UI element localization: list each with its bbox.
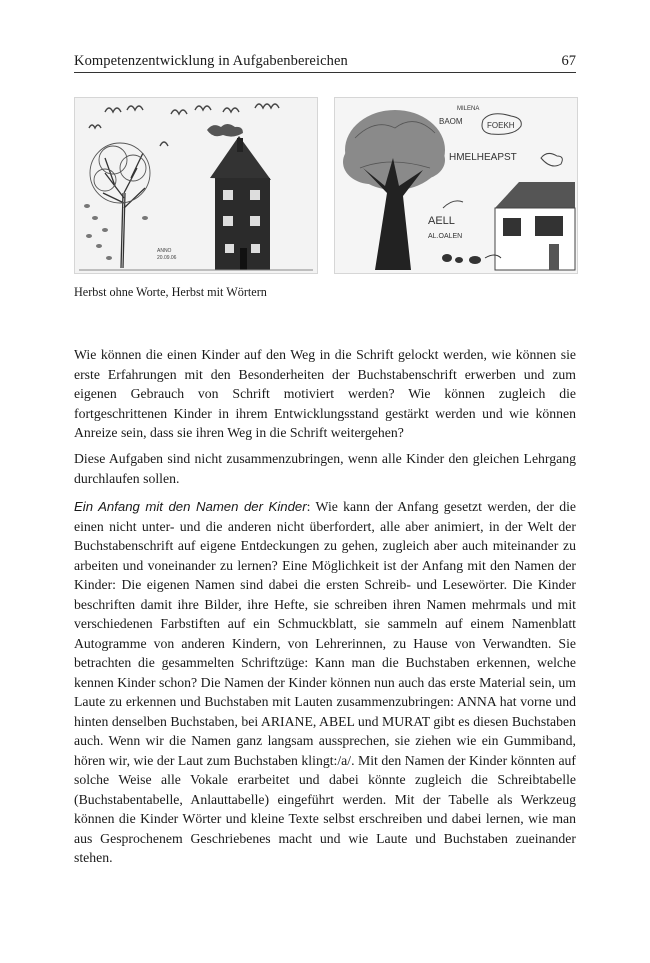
drawing-word-foekh: FOEKH — [487, 121, 515, 130]
drawing-date-label: 20.09.06 — [157, 255, 177, 261]
paragraph-3-lead: Ein Anfang mit den Namen der Kinder — [74, 499, 307, 514]
drawing-autumn-without-words — [74, 97, 318, 274]
drawing-word-baum: BAOM — [439, 117, 463, 126]
drawing-name-label: ANNO — [157, 248, 172, 254]
drawing-word-aloalen: AL.OALEN — [428, 233, 463, 240]
paragraph-3 — [74, 497, 576, 868]
drawing-word-himmel: HMELHEAPST — [449, 152, 517, 163]
paragraph-1: Wie können die einen Kinder auf den Weg in die Schrift gelockt werden, wie können sie erste Erfahrungen mit den Besonderheiten der Buchstabenschrift erwerben und zum eigenen Gebrauch von Schrift motiviert werden? Wie können zugleich die fortgeschrittenen Kinder in ihrem Entwicklungsstand gestärkt werden und wie können Anreize sein, dass sie ihren Weg in die Schrift weitergehen? — [74, 347, 576, 440]
drawing-word-name: MILENA — [457, 106, 480, 112]
drawing-without-words-sketch — [75, 98, 317, 273]
header-title: Kompetenzentwicklung in Aufgabenbereichen — [74, 53, 348, 69]
running-header — [74, 50, 576, 73]
drawing-autumn-with-words — [334, 97, 578, 274]
drawing-with-words-sketch — [335, 98, 577, 273]
paragraph-2: Diese Aufgaben sind nicht zusammenzubringen, wenn alle Kinder den gleichen Lehrgang durchlaufen sollen. — [74, 451, 576, 486]
figure-caption: Herbst ohne Worte, Herbst mit Wörtern — [74, 285, 267, 299]
drawing-word-aell: AELL — [428, 215, 455, 227]
paragraph-3-text: : Wie kann der Anfang gesetzt werden, der die einen nicht unter- und die anderen nicht überfordert, alle aber animiert, in der Welt der Buchstabenschrift auf eigene Entdeckungen zu gehen, zugleich aber auch miteinander zu arbeiten und voneinander zu lernen? Eine Möglichkeit ist der Anfang mit den Namen der Kinder: Die eigenen Namen sind dabei die ersten Schreib- und Lesewörter. Die Kinder beschriften damit ihre Bilder, ihre Hefte, sie schreiben ihren Namen mehrmals und mit verschiedenen Farbstiften auf ein Schmuckblatt, sie sammeln auf einem Namenblatt Autogramme von anderen Kindern, von Lehrerinnen, zu Hause von Verwandten. Sie betrachten die gesammelten Schriftzüge: Kann man die Buchstaben erkennen, welche kennen Kinder schon? Die Namen der Kinder können nun auch das erste Material sein, um Laute zu erkennen und Buchstaben mit Lauten zusammenzubringen: ANNA hat vorne und hinten denselben Buchstaben, bei ARIANE, ABEL und MURAT gibt es diesen Buchstaben auch. Wenn wir die Namen ganz langsam aussprechen, sie ziehen wie ein Gummiband, hören wir, wie der Laut zum Buchstaben klingt:/a/. Mit den Namen der Kinder könnten auf solche Weise alle Vokale erarbeitet und dabei könnte zugleich die Schreibtabelle (Buchstabentabelle, Anlauttabelle) eingeführt werden. Mit der Tabelle als Werkzeug können die Kinder Wörter und kleine Texte selbst erschreiben und dabei lernen, wie man aus Gesprochenem Geschriebenes macht und wie Laute und Buchstaben zueinander stehen. — [74, 499, 577, 865]
page-number: 67 — [561, 53, 576, 69]
